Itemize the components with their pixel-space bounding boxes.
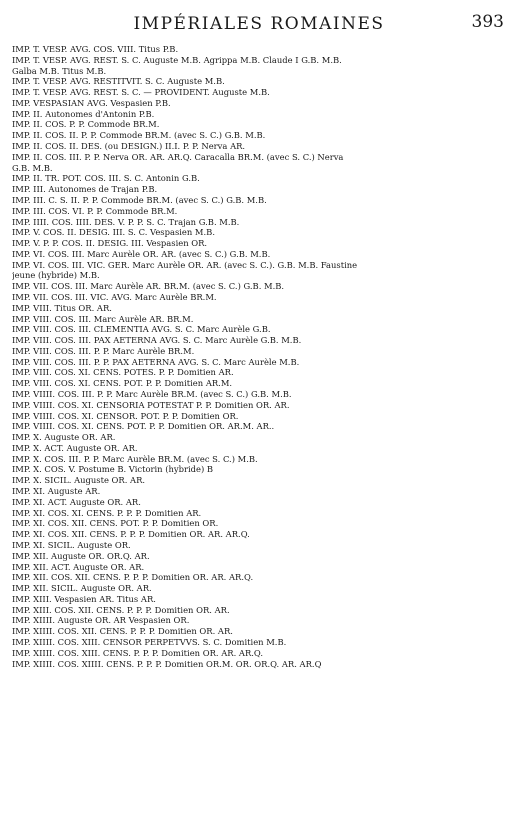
legend-entry-text: IMP. XIII. COS. XII. CENS. P. P. P. Domitien OR. AR. [12, 604, 230, 615]
legend-entry-continuation: G.B. M.B. [12, 162, 53, 173]
legend-entry-text: IMP. XIIII. COS. XIII. CENSOR PERPETVVS. S. C. Domitien M.B. [12, 636, 287, 647]
legend-entry-text: IMP. VI. COS. III. Marc Aurèle OR. AR. (avec S. C.) G.B. M.B. [12, 248, 271, 259]
legend-entry-continuation: Galba M.B. Titus M.B. [12, 65, 107, 76]
legend-entry-text: IMP. III. Autonomes de Trajan P.B. [12, 184, 158, 195]
legend-entry-text: IMP. XIIII. Auguste OR. AR Vespasien OR. [12, 615, 190, 626]
legend-entry-text: IMP. II. COS. P. P. Commode BR.M. [12, 119, 160, 130]
legend-entry [12, 378, 512, 389]
legend-entry [12, 475, 512, 486]
legend-entry-text: IMP. XII. COS. XII. CENS. P. P. P. Domitien OR. AR. AR.Q. [12, 572, 254, 583]
legend-entry-text: IMP. III. COS. VI. P. P. Commode BR.M. [12, 205, 178, 216]
legend-entry [12, 314, 512, 325]
legend-entry-text: IMP. X. Auguste OR. AR. [12, 432, 116, 443]
legend-entry [12, 173, 512, 184]
legend-entry-continuation: jeune (hybride) M.B. [12, 270, 100, 281]
legend-entry-text: IMP. T. VESP. AVG. RESTITVIT. S. C. Auguste M.B. [12, 76, 225, 87]
legend-entry [12, 238, 512, 249]
legend-entry-text: IMP. XII. ACT. Auguste OR. AR. [12, 561, 145, 572]
legend-entry [12, 217, 512, 228]
legend-entry [12, 583, 512, 594]
legend-entry [12, 443, 512, 454]
legend-entry-text: IMP. X. ACT. Auguste OR. AR. [12, 442, 138, 453]
legend-entry [12, 335, 512, 346]
legend-entry [12, 659, 512, 670]
legend-entry [12, 626, 512, 637]
legend-entry-text: IMP. VII. COS. III. Marc Aurèle AR. BR.M. (avec S. C.) G.B. M.B. [12, 281, 285, 292]
legend-entry-text: IMP. XII. SICIL. Auguste OR. AR. [12, 583, 152, 594]
legend-entry-text: IMP. VESPASIAN AVG. Vespasien P.B. [12, 97, 171, 108]
legend-entry-text: IMP. X. COS. III. P. P. Marc Aurèle BR.M. (avec S. C.) M.B. [12, 453, 258, 464]
running-title: IMPÉRIALES ROMAINES [133, 14, 385, 34]
legend-entry-text: IMP. XIII. Vespasien AR. Titus AR. [12, 593, 156, 604]
legend-entry [12, 540, 512, 551]
legend-entry [12, 454, 512, 465]
legend-entry [12, 324, 512, 335]
legend-entry [12, 529, 512, 540]
legend-entry [12, 141, 512, 152]
legend-entry [12, 389, 512, 400]
legend-entry [12, 637, 512, 648]
legend-entry [12, 464, 512, 475]
legend-entry [12, 518, 512, 529]
legend-entry-text: IMP. XI. COS. XI. CENS. P. P. P. Domitien AR. [12, 507, 202, 518]
legend-entry-text: IMP. X. COS. V. Postume B. Victorin (hybride) B [12, 464, 214, 475]
legend-entry [12, 303, 512, 314]
legend-entry [12, 367, 512, 378]
legend-entry-text: IMP. XII. Auguste OR. OR.Q. AR. [12, 550, 150, 561]
legend-entry-text: IMP. XI. COS. XII. CENS. POT. P. P. Domitien OR. [12, 518, 219, 529]
legend-entry-text: IMP. VIIII. COS. XI. CENS. POT. P. P. Domitien OR. AR.M. AR.. [12, 421, 275, 432]
legend-entry [12, 195, 512, 206]
legend-entry [12, 44, 512, 55]
legend-entry-text: IMP. VIII. COS. III. P. P. PAX AETERNA AVG. S. C. Marc Aurèle M.B. [12, 356, 300, 367]
legend-entry-text: IMP. XIIII. COS. XII. CENS. P. P. P. Domitien OR. AR. [12, 626, 233, 637]
legend-entry [12, 55, 512, 77]
legend-entry [12, 346, 512, 357]
legend-entry-text: IMP. VIIII. COS. XI. CENSORIA POTESTAT P. P. Domitien OR. AR. [12, 399, 290, 410]
legend-entry-text: IMP. III. C. S. II. P. P. Commode BR.M. (avec S. C.) G.B. M.B. [12, 194, 267, 205]
legend-entry-text: IMP. V. COS. II. DESIG. III. S. C. Vespasien M.B. [12, 227, 215, 238]
legend-entry-text: IMP. VIIII. COS. XI. CENSOR. POT. P. P. Domitien OR. [12, 410, 239, 421]
legend-entry-text: IMP. XI. COS. XII. CENS. P. P. P. Domitien OR. AR. AR.Q. [12, 529, 250, 540]
legend-entry [12, 227, 512, 238]
legend-entry [12, 432, 512, 443]
legend-entry [12, 87, 512, 98]
legend-entry [12, 76, 512, 87]
legend-entry [12, 281, 512, 292]
legend-entry [12, 648, 512, 659]
legend-entry [12, 615, 512, 626]
coin-legend-list [12, 44, 512, 669]
legend-entry [12, 508, 512, 519]
legend-entry-text: IMP. VIII. COS. III. CLEMENTIA AVG. S. C. Marc Aurèle G.B. [12, 324, 271, 335]
legend-entry [12, 605, 512, 616]
legend-entry-text: IMP. IIII. COS. IIII. DES. V. P. P. S. C. Trajan G.B. M.B. [12, 216, 240, 227]
legend-entry [12, 562, 512, 573]
legend-entry-text: IMP. VIII. Titus OR. AR. [12, 302, 112, 313]
legend-entry-text: IMP. T. VESP. AVG. REST. S. C. — PROVIDENT. Auguste M.B. [12, 87, 270, 98]
legend-entry [12, 249, 512, 260]
legend-entry-text: IMP. XIIII. COS. XIII. CENS. P. P. P. Domitien OR. AR. AR.Q. [12, 647, 264, 658]
legend-entry [12, 497, 512, 508]
legend-entry-text: IMP. XI. ACT. Auguste OR. AR. [12, 496, 141, 507]
legend-entry [12, 109, 512, 120]
legend-entry [12, 357, 512, 368]
legend-entry [12, 206, 512, 217]
legend-entry [12, 421, 512, 432]
legend-entry-text: IMP. II. COS. III. P. P. Nerva OR. AR. AR.Q. Caracalla BR.M. (avec S. C.) Nerva [12, 151, 344, 162]
legend-entry [12, 486, 512, 497]
legend-entry-text: IMP. VIII. COS. III. P. P. Marc Aurèle BR.M. [12, 345, 195, 356]
legend-entry-text: IMP. T. VESP. AVG. COS. VIII. Titus P.B. [12, 44, 179, 54]
legend-entry-text: IMP. VIIII. COS. III. P. P. Marc Aurèle BR.M. (avec S. C.) G.B. M.B. [12, 389, 292, 399]
legend-entry [12, 594, 512, 605]
legend-entry-text: IMP. II. TR. POT. COS. III. S. C. Antonin G.B. [12, 173, 200, 184]
legend-entry-text: IMP. VIII. COS. III. Marc Aurèle AR. BR.M. [12, 313, 194, 324]
legend-entry [12, 551, 512, 562]
legend-entry-text: IMP. VI. COS. III. VIC. GER. Marc Aurèle OR. AR. (avec S. C.). G.B. M.B. Faustine [12, 259, 358, 270]
legend-entry-text: IMP. VIII. COS. XI. CENS. POTES. P. P. Domitien AR. [12, 367, 234, 378]
legend-entry-text: IMP. V. P. P. COS. II. DESIG. III. Vespasien OR. [12, 238, 208, 249]
legend-entry [12, 152, 512, 174]
legend-entry-text: IMP. XI. Auguste AR. [12, 486, 101, 497]
legend-entry [12, 411, 512, 422]
legend-entry-text: IMP. T. VESP. AVG. REST. S. C. Auguste M.B. Agrippa M.B. Claude I G.B. M.B. [12, 54, 342, 65]
legend-entry [12, 130, 512, 141]
legend-entry-text: IMP. II. COS. II. DES. (ou DESIGN.) II.I. P. P. Nerva AR. [12, 141, 246, 152]
legend-entry [12, 119, 512, 130]
legend-entry-text: IMP. II. COS. II. P. P. Commode BR.M. (avec S. C.) G.B. M.B. [12, 130, 266, 141]
legend-entry [12, 400, 512, 411]
legend-entry-text: IMP. II. Autonomes d'Antonin P.B. [12, 108, 155, 119]
legend-entry-text: IMP. VII. COS. III. VIC. AVG. Marc Aurèle BR.M. [12, 291, 217, 302]
legend-entry [12, 184, 512, 195]
legend-entry [12, 572, 512, 583]
page-number: 393 [471, 12, 504, 32]
legend-entry [12, 260, 512, 282]
legend-entry-text: IMP. X. SICIL. Auguste OR. AR. [12, 475, 146, 486]
legend-entry-text: IMP. XI. SICIL. Auguste OR. [12, 539, 131, 550]
legend-entry-text: IMP. XIIII. COS. XIIII. CENS. P. P. P. Domitien OR.M. OR. OR.Q. AR. AR.Q [12, 658, 322, 669]
legend-entry [12, 98, 512, 109]
legend-entry [12, 292, 512, 303]
legend-entry-text: IMP. VIII. COS. XI. CENS. POT. P. P. Domitien AR.M. [12, 378, 233, 389]
page-header [0, 10, 518, 38]
legend-entry-text: IMP. VIII. COS. III. PAX AETERNA AVG. S. C. Marc Aurèle G.B. M.B. [12, 335, 302, 346]
